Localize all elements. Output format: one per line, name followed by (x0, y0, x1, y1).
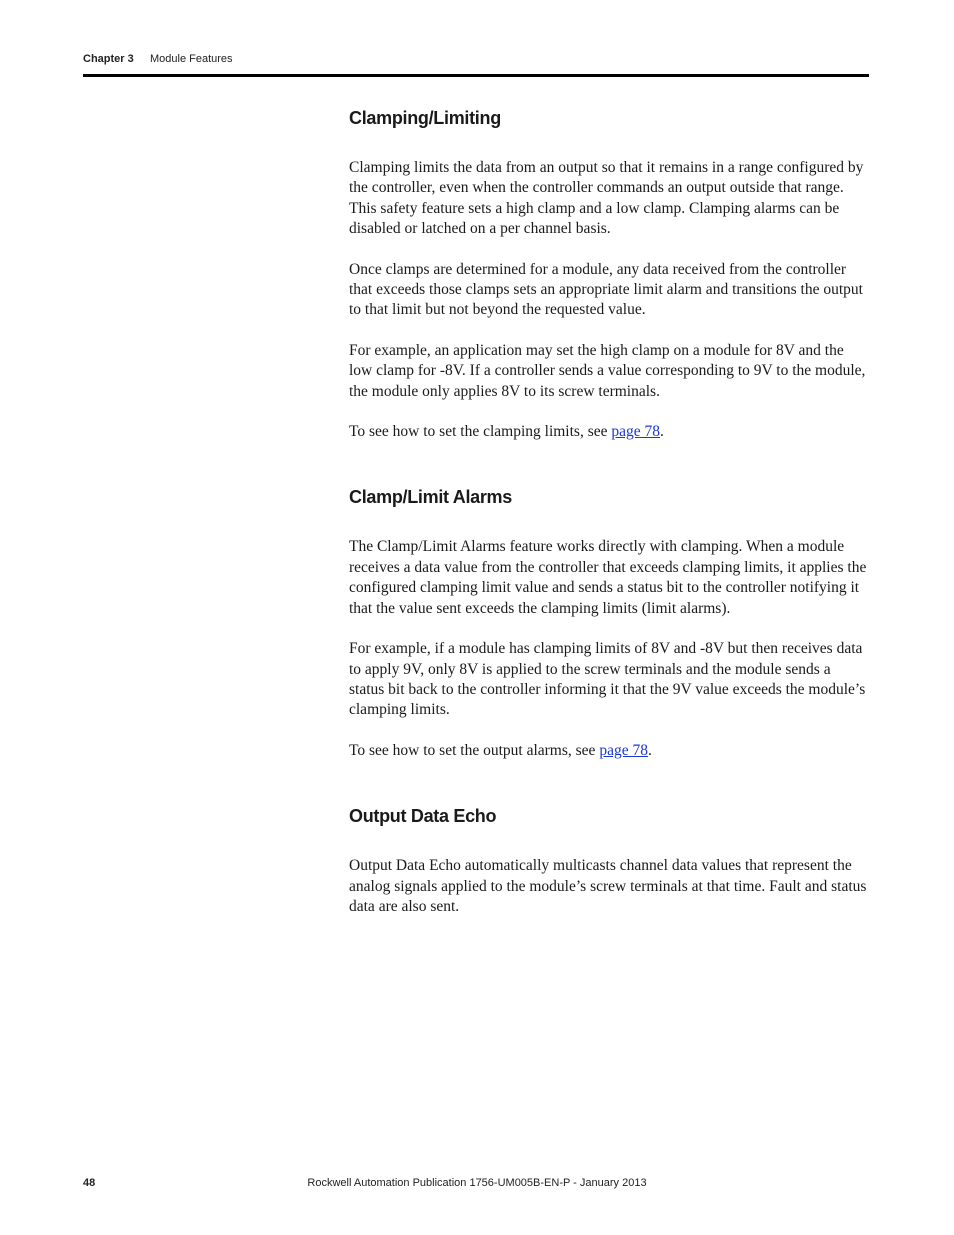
page-number: 48 (83, 1177, 96, 1189)
cross-reference-end: . (647, 741, 652, 759)
main-content (349, 104, 869, 937)
cross-reference-paragraph (349, 741, 869, 761)
paragraph: Clamping limits the data from an output so that it remains in a range configured by the controller, even when the controller commands an output outside that range. This safety feature sets a high clamp and a low clamp. Clamping alarms can be disabled or latched on a per channel basis. (349, 159, 864, 238)
paragraph: For example, an application may set the high clamp on a module for 8V and the low clamp for -8V. If a controller sends a value corresponding to 9V to the module, the module only applies 8V to its screw terminals. (349, 341, 866, 400)
page-link[interactable]: page 78 (611, 423, 661, 441)
cross-reference-paragraph (349, 422, 869, 442)
page-link[interactable]: page 78 (599, 741, 648, 759)
section-heading: Output Data Echo (349, 806, 497, 827)
section-heading: Clamping/Limiting (349, 108, 501, 128)
paragraph: Once clamps are determined for a module, any data received from the controller that exceeds those clamps sets an appropriate limit alarm and transitions the output to that limit but not beyond the requested value. (349, 260, 863, 319)
cross-reference-text: To see how to set the output alarms, see (349, 741, 600, 759)
chapter-label: Chapter 3 (83, 53, 134, 65)
chapter-title: Module Features (150, 53, 233, 65)
header-rule (83, 74, 869, 77)
paragraph: Output Data Echo automatically multicasts channel data values that represent the analog signals applied to the module’s screw terminals at that time. Fault and status data are also sent. (349, 857, 867, 915)
section-clamp-limit-alarms (349, 483, 869, 761)
cross-reference-text: To see how to set the clamping limits, see (349, 423, 612, 441)
cross-reference-end: . (660, 423, 664, 441)
paragraph: For example, if a module has clamping limits of 8V and -8V but then receives data to apply 9V, only 8V is applied to the screw terminals and the module sends a status bit back to the controller informing it that the 9V value exceeds the module’s clamping limits. (349, 640, 866, 719)
running-header (83, 53, 233, 65)
section-heading: Clamp/Limit Alarms (349, 487, 512, 508)
paragraph: The Clamp/Limit Alarms feature works directly with clamping. When a module receives a data value from the controller that exceeds clamping limits, it applies the configured clamping limit value and sends a status bit to the controller notifying it that the value sent exceeds the clamping limits (limit alarms). (349, 538, 867, 617)
section-output-data-echo (349, 802, 869, 917)
section-clamping-limiting (349, 104, 869, 442)
publication-footer: Rockwell Automation Publication 1756-UM005B-EN-P - January 2013 (307, 1177, 647, 1189)
